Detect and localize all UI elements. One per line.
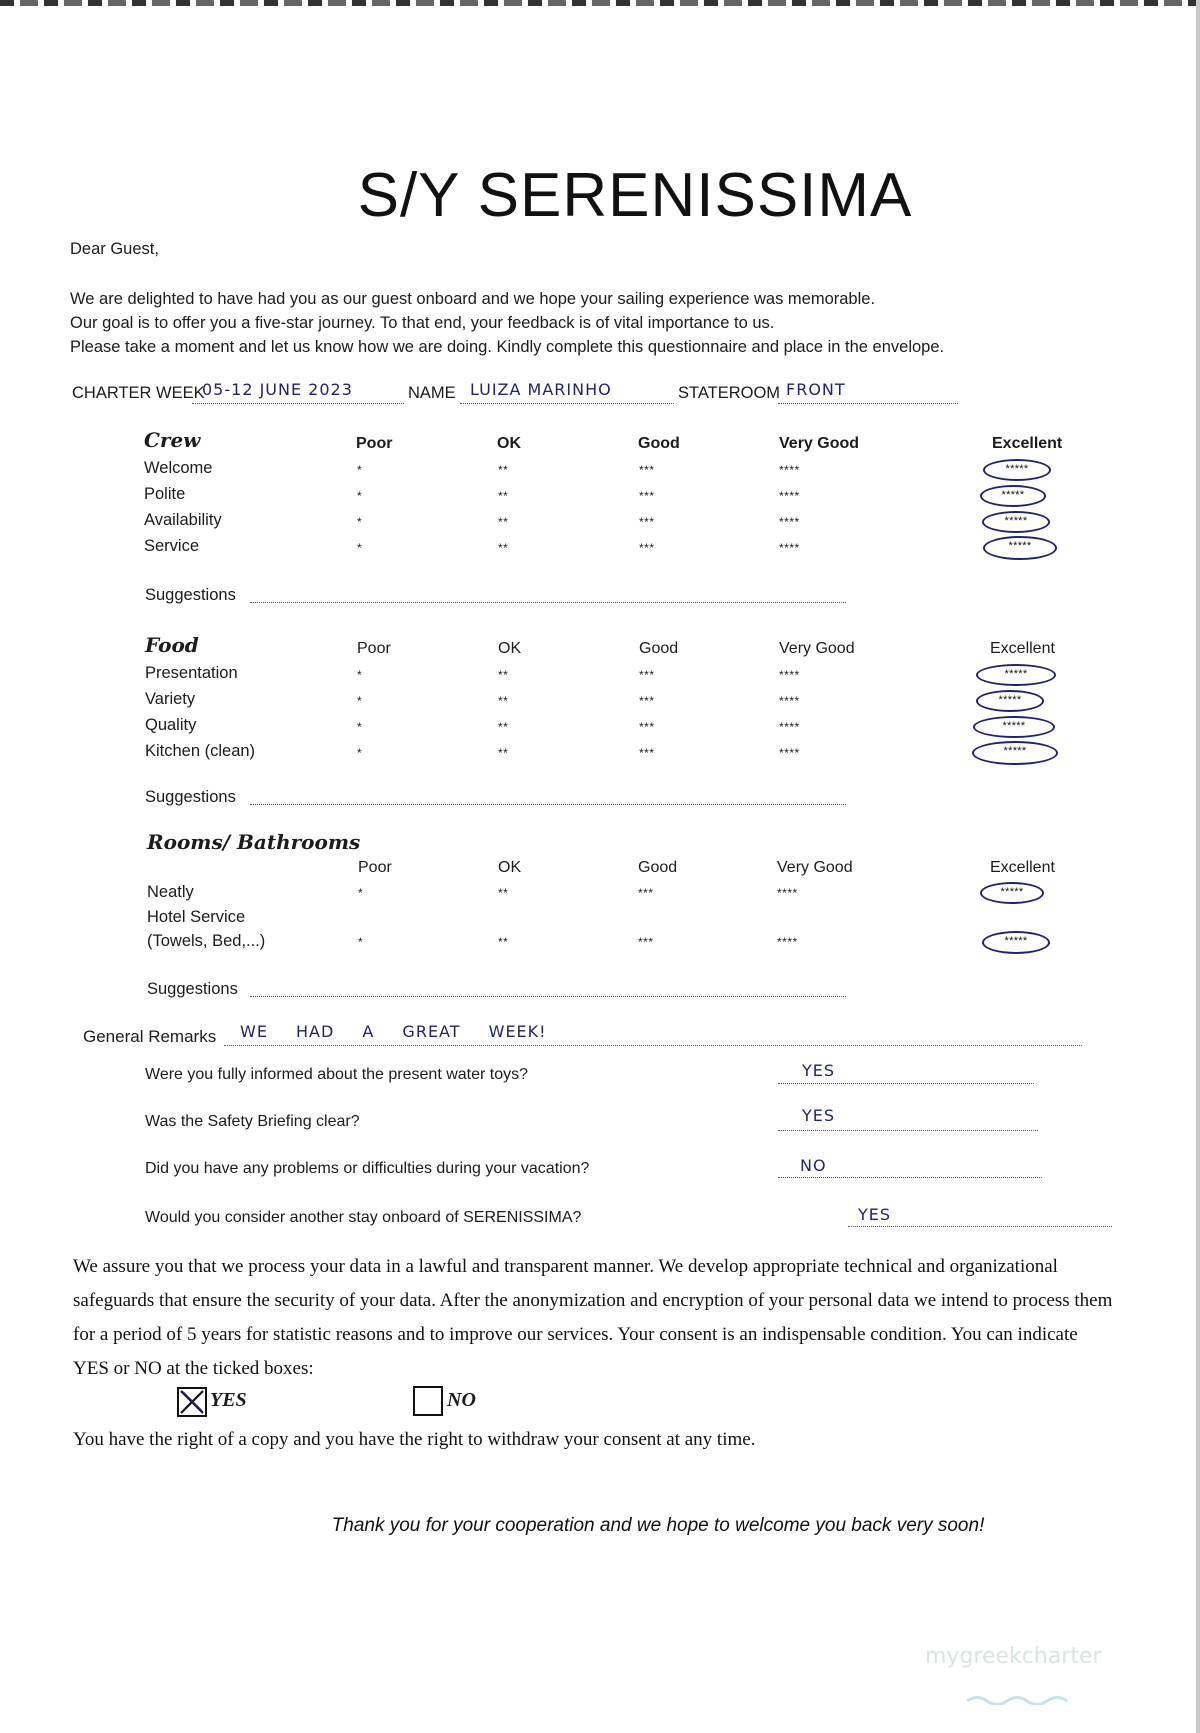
section-title-crew: Crew <box>144 428 201 452</box>
star-poor[interactable]: * <box>357 463 363 477</box>
star-ok[interactable]: ** <box>498 463 509 477</box>
star-good[interactable]: *** <box>639 694 655 708</box>
circled-excellent[interactable]: ***** <box>983 536 1057 560</box>
star-good[interactable]: *** <box>638 886 654 900</box>
consent-yes-label: YES <box>210 1389 247 1411</box>
star-poor[interactable]: * <box>357 746 363 760</box>
circled-excellent[interactable]: ***** <box>976 690 1044 712</box>
col-excellent: Excellent <box>990 859 1055 876</box>
answer-line-another-stay <box>848 1226 1112 1227</box>
general-remarks-label: General Remarks <box>83 1027 217 1046</box>
wave-icon <box>965 1693 1075 1705</box>
name-value[interactable]: LUIZA MARINHO <box>470 380 612 399</box>
consent-line-2: safeguards that ensure the security of your data. After the anonymization and encryption of your personal data we intend to process them <box>73 1290 1113 1311</box>
answer-safety-briefing[interactable]: YES <box>802 1106 836 1125</box>
crew-item-availability: Availability <box>144 511 222 529</box>
suggestions-line-crew[interactable] <box>250 602 846 603</box>
stateroom-line <box>778 403 958 404</box>
circled-excellent[interactable]: ***** <box>982 511 1050 533</box>
star-poor[interactable]: * <box>357 694 363 708</box>
food-item-kitchen: Kitchen (clean) <box>145 742 256 760</box>
circled-excellent[interactable]: ***** <box>972 741 1058 765</box>
star-very-good[interactable]: **** <box>777 886 798 900</box>
consent-line-4: YES or NO at the ticked boxes: <box>73 1358 314 1379</box>
suggestions-label-food: Suggestions <box>145 788 236 806</box>
suggestions-line-rooms[interactable] <box>250 996 846 997</box>
star-poor[interactable]: * <box>357 515 363 529</box>
col-excellent: Excellent <box>992 435 1063 452</box>
crew-item-service: Service <box>144 537 200 555</box>
food-item-variety: Variety <box>145 690 196 708</box>
col-ok: OK <box>497 435 521 452</box>
rooms-item-towels-bed: (Towels, Bed,...) <box>147 932 266 950</box>
suggestions-line-food[interactable] <box>250 804 846 805</box>
rooms-item-hotel-service: Hotel Service <box>147 908 246 926</box>
star-good[interactable]: *** <box>639 720 655 734</box>
star-very-good[interactable]: **** <box>779 541 800 555</box>
scan-right-edge <box>1196 0 1200 1733</box>
consent-no-label: NO <box>447 1389 476 1411</box>
col-ok: OK <box>498 859 522 876</box>
circled-excellent[interactable]: ***** <box>973 716 1055 738</box>
suggestions-label-crew: Suggestions <box>145 586 236 604</box>
star-very-good[interactable]: **** <box>779 668 800 682</box>
star-ok[interactable]: ** <box>498 489 509 503</box>
check-mark-icon <box>179 1389 205 1415</box>
rights-text: You have the right of a copy and you have the right to withdraw your consent at any time. <box>73 1429 756 1450</box>
stateroom-value[interactable]: FRONT <box>786 380 846 399</box>
col-good: Good <box>638 859 678 876</box>
star-ok[interactable]: ** <box>498 935 509 949</box>
scan-top-edge <box>0 0 1200 6</box>
circled-excellent[interactable]: ***** <box>983 459 1051 481</box>
col-good: Good <box>639 640 679 657</box>
col-ok: OK <box>498 640 522 657</box>
consent-line-3: for a period of 5 years for statistic reasons and to improve our services. Your consent is an indispensable condition. You can indicate <box>73 1324 1078 1345</box>
circled-excellent[interactable]: ***** <box>980 882 1044 904</box>
answer-line-water-toys <box>778 1083 1034 1084</box>
col-excellent: Excellent <box>990 640 1055 657</box>
col-poor: Poor <box>356 435 393 452</box>
crew-item-welcome: Welcome <box>144 459 213 477</box>
intro-line-2: Our goal is to offer you a five-star journey. To that end, your feedback is of vital importance to us. <box>70 314 775 332</box>
charter-week-value[interactable]: 05-12 JUNE 2023 <box>202 380 353 399</box>
col-poor: Poor <box>357 640 391 657</box>
star-poor[interactable]: * <box>357 541 363 555</box>
question-problems: Did you have any problems or difficulties during your vacation? <box>145 1160 590 1177</box>
col-poor: Poor <box>358 859 392 876</box>
star-good[interactable]: *** <box>639 746 655 760</box>
greeting: Dear Guest, <box>70 240 159 258</box>
star-ok[interactable]: ** <box>498 694 509 708</box>
star-good[interactable]: *** <box>639 515 655 529</box>
consent-yes-checkbox[interactable] <box>177 1387 207 1417</box>
star-ok[interactable]: ** <box>498 515 509 529</box>
star-poor[interactable]: * <box>358 886 364 900</box>
col-very-good: Very Good <box>777 859 853 876</box>
star-very-good[interactable]: **** <box>779 694 800 708</box>
name-label: NAME <box>408 384 456 402</box>
suggestions-label-rooms: Suggestions <box>147 980 238 998</box>
question-water-toys: Were you fully informed about the present water toys? <box>145 1066 529 1083</box>
charter-week-label: CHARTER WEEK <box>72 384 205 402</box>
rooms-item-neatly: Neatly <box>147 883 194 901</box>
star-poor[interactable]: * <box>358 935 364 949</box>
star-ok[interactable]: ** <box>498 668 509 682</box>
star-poor[interactable]: * <box>357 489 363 503</box>
circled-excellent[interactable]: ***** <box>976 664 1056 686</box>
answer-line-problems <box>778 1177 1042 1178</box>
star-good[interactable]: *** <box>639 541 655 555</box>
answer-problems[interactable]: NO <box>800 1156 827 1175</box>
star-good[interactable]: *** <box>639 463 655 477</box>
star-very-good[interactable]: **** <box>777 935 798 949</box>
intro-line-3: Please take a moment and let us know how we are doing. Kindly complete this questionnaire and place in the envelope. <box>70 338 945 356</box>
charter-week-line <box>192 403 404 404</box>
star-ok[interactable]: ** <box>498 541 509 555</box>
watermark-logo: mygreekcharter <box>925 1644 1102 1669</box>
circled-excellent[interactable]: ***** <box>980 485 1046 507</box>
name-line <box>460 403 674 404</box>
star-very-good[interactable]: **** <box>779 489 800 503</box>
star-poor[interactable]: * <box>357 720 363 734</box>
star-very-good[interactable]: **** <box>779 746 800 760</box>
answer-line-safety-briefing <box>778 1130 1038 1131</box>
closing-text: Thank you for your cooperation and we hope to welcome you back very soon! <box>331 1515 985 1536</box>
question-safety-briefing: Was the Safety Briefing clear? <box>145 1113 360 1130</box>
col-very-good: Very Good <box>779 435 860 452</box>
stateroom-label: STATEROOM <box>678 384 781 402</box>
consent-no-checkbox[interactable] <box>413 1386 443 1416</box>
col-very-good: Very Good <box>779 640 855 657</box>
answer-water-toys[interactable]: YES <box>802 1061 836 1080</box>
star-good[interactable]: *** <box>639 489 655 503</box>
star-very-good[interactable]: **** <box>779 463 800 477</box>
general-remarks-line <box>224 1045 1082 1046</box>
star-ok[interactable]: ** <box>498 746 509 760</box>
general-remarks-value[interactable]: WE HAD A GREAT WEEK! <box>240 1022 547 1041</box>
star-very-good[interactable]: **** <box>779 515 800 529</box>
food-item-presentation: Presentation <box>145 664 238 682</box>
star-ok[interactable]: ** <box>498 720 509 734</box>
star-poor[interactable]: * <box>357 668 363 682</box>
col-good: Good <box>638 435 680 452</box>
consent-line-1: We assure you that we process your data in a lawful and transparent manner. We develop appropriate technical and organizational <box>73 1256 1058 1277</box>
food-item-quality: Quality <box>145 716 197 734</box>
answer-another-stay[interactable]: YES <box>858 1205 892 1224</box>
star-very-good[interactable]: **** <box>779 720 800 734</box>
star-good[interactable]: *** <box>639 668 655 682</box>
star-ok[interactable]: ** <box>498 886 509 900</box>
section-title-food: Food <box>145 633 199 657</box>
yacht-title: S/Y SERENISSIMA <box>357 161 913 230</box>
star-good[interactable]: *** <box>638 935 654 949</box>
circled-excellent[interactable]: ***** <box>982 931 1050 954</box>
crew-item-polite: Polite <box>144 485 186 503</box>
question-another-stay: Would you consider another stay onboard of SERENISSIMA? <box>145 1209 582 1226</box>
section-title-rooms: Rooms/ Bathrooms <box>147 830 361 854</box>
intro-line-1: We are delighted to have had you as our guest onboard and we hope your sailing experience was memorable. <box>70 290 876 308</box>
